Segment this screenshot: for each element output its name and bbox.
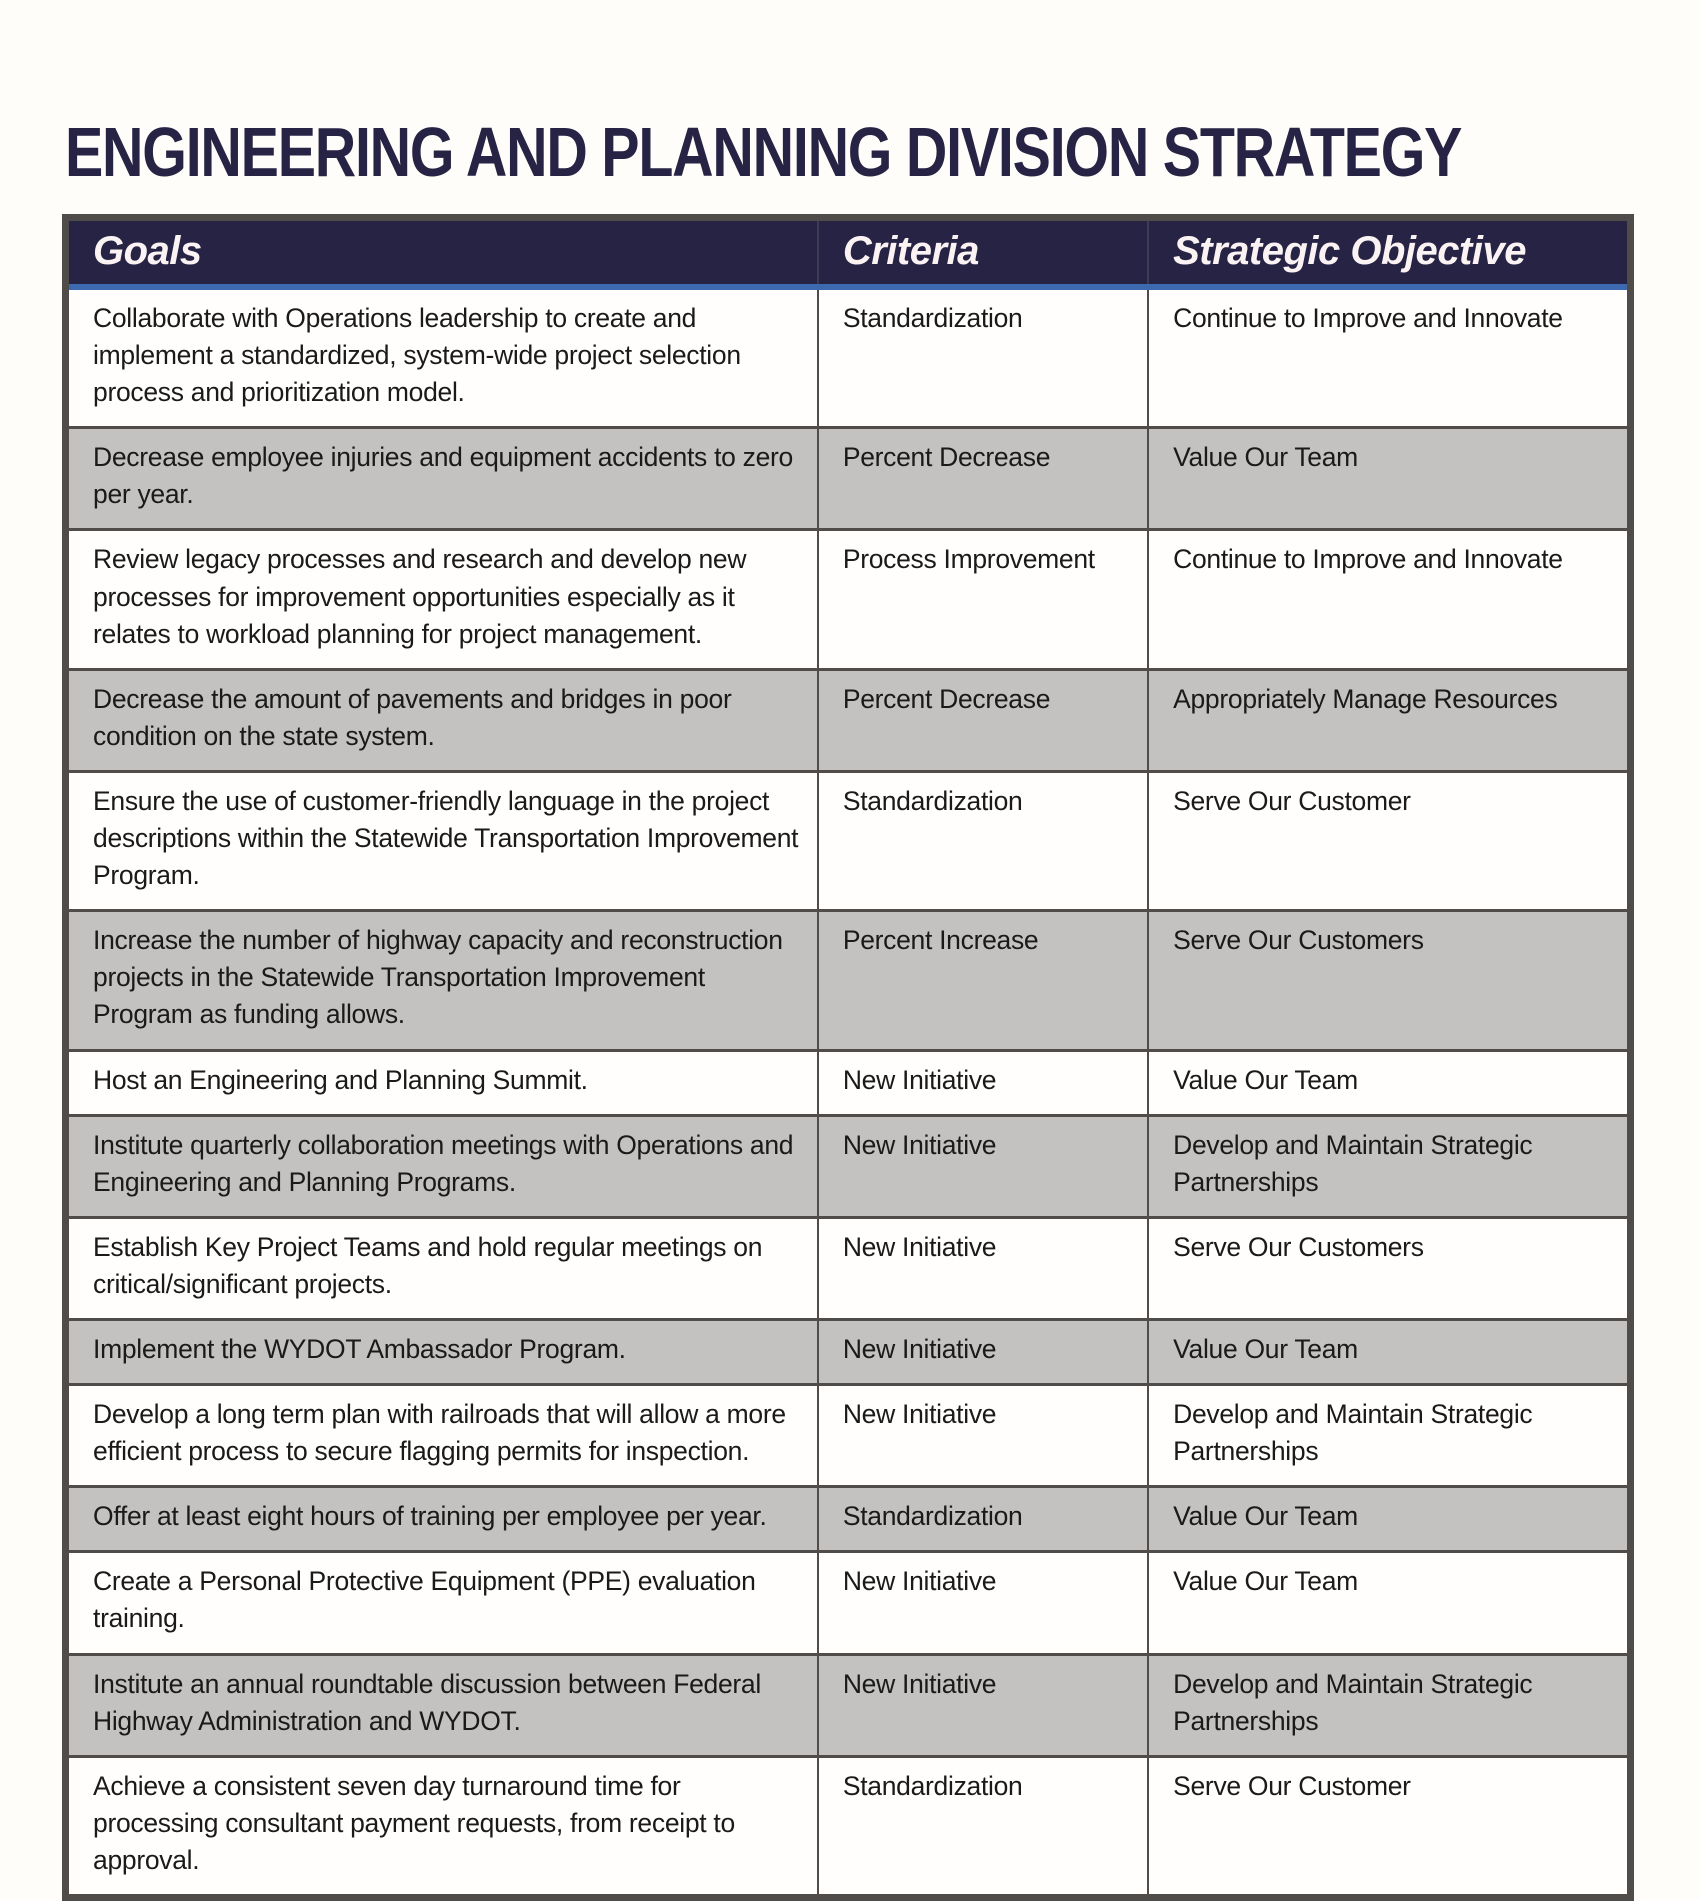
page-title: ENGINEERING AND PLANNING DIVISION STRATEGY xyxy=(65,113,1462,191)
criteria-cell: New Initiative xyxy=(817,1386,1147,1485)
criteria-cell: Process Improvement xyxy=(817,531,1147,667)
criteria-cell: New Initiative xyxy=(817,1219,1147,1318)
criteria-cell: Percent Increase xyxy=(817,912,1147,1048)
objective-cell: Serve Our Customers xyxy=(1147,912,1627,1048)
objective-cell: Value Our Team xyxy=(1147,1488,1627,1550)
table-row xyxy=(69,770,1627,909)
table-row xyxy=(69,290,1627,426)
objective-cell: Value Our Team xyxy=(1147,429,1627,528)
objective-cell: Continue to Improve and Innovate xyxy=(1147,531,1627,667)
goal-cell: Host an Engineering and Planning Summit. xyxy=(93,1064,588,1095)
goal-cell: Implement the WYDOT Ambassador Program. xyxy=(93,1333,626,1364)
objective-cell: Serve Our Customer xyxy=(1147,1758,1627,1894)
criteria-cell: Standardization xyxy=(817,773,1147,909)
column-header-strategic-objective: Strategic Objective xyxy=(1147,221,1627,284)
criteria-cell: New Initiative xyxy=(817,1321,1147,1383)
table-row xyxy=(69,1653,1627,1755)
table-row xyxy=(69,1550,1627,1652)
goal-cell: Offer at least eight hours of training per employee per year. xyxy=(93,1501,767,1532)
goal-cell: Establish Key Project Teams and hold regular meetings on critical/significant projects. xyxy=(93,1231,763,1299)
objective-cell: Value Our Team xyxy=(1147,1553,1627,1652)
goal-cell: Achieve a consistent seven day turnaround time for processing consultant payment requests, from receipt to approval. xyxy=(93,1770,735,1875)
goal-cell: Decrease the amount of pavements and bridges in poor condition on the state system. xyxy=(93,683,732,751)
table-row xyxy=(69,1755,1627,1894)
objective-cell: Develop and Maintain Strategic Partnerships xyxy=(1147,1656,1627,1755)
strategy-table xyxy=(62,214,1634,1901)
table-row xyxy=(69,1216,1627,1318)
objective-cell: Serve Our Customers xyxy=(1147,1219,1627,1318)
table-body xyxy=(69,290,1627,1894)
table-row xyxy=(69,668,1627,770)
criteria-cell: Standardization xyxy=(817,1758,1147,1894)
table-row xyxy=(69,1049,1627,1114)
objective-cell: Value Our Team xyxy=(1147,1052,1627,1114)
column-header-criteria: Criteria xyxy=(817,221,1147,284)
criteria-cell: New Initiative xyxy=(817,1117,1147,1216)
objective-cell: Appropriately Manage Resources xyxy=(1147,671,1627,770)
objective-cell: Develop and Maintain Strategic Partnerships xyxy=(1147,1386,1627,1485)
table-header-row xyxy=(69,221,1627,290)
criteria-cell: Percent Decrease xyxy=(817,671,1147,770)
goal-cell: Institute quarterly collaboration meetings with Operations and Engineering and Planning Programs. xyxy=(93,1129,794,1197)
table-row xyxy=(69,1485,1627,1550)
criteria-cell: New Initiative xyxy=(817,1052,1147,1114)
criteria-cell: New Initiative xyxy=(817,1553,1147,1652)
goal-cell: Review legacy processes and research and develop new processes for improvement opportunities especially as it relates to workload planning for project management. xyxy=(93,544,747,649)
goal-cell: Collaborate with Operations leadership to create and implement a standardized, system-wide project selection process and prioritization model. xyxy=(93,303,741,408)
table-row xyxy=(69,1114,1627,1216)
criteria-cell: Standardization xyxy=(817,290,1147,426)
goal-cell: Institute an annual roundtable discussion between Federal Highway Administration and WYDOT. xyxy=(93,1668,761,1736)
objective-cell: Continue to Improve and Innovate xyxy=(1147,290,1627,426)
table-row xyxy=(69,528,1627,667)
objective-cell: Serve Our Customer xyxy=(1147,773,1627,909)
goal-cell: Develop a long term plan with railroads that will allow a more efficient process to secure flagging permits for inspection. xyxy=(93,1399,786,1467)
criteria-cell: New Initiative xyxy=(817,1656,1147,1755)
column-header-goals: Goals xyxy=(93,229,202,273)
table-row xyxy=(69,426,1627,528)
goal-cell: Ensure the use of customer-friendly language in the project descriptions within the Statewide Transportation Improvement Program. xyxy=(93,785,799,891)
goal-cell: Decrease employee injuries and equipment accidents to zero per year. xyxy=(93,442,793,510)
table-row xyxy=(69,1383,1627,1485)
goal-cell: Create a Personal Protective Equipment (PPE) evaluation training. xyxy=(93,1566,756,1634)
table-row xyxy=(69,909,1627,1048)
objective-cell: Develop and Maintain Strategic Partnerships xyxy=(1147,1117,1627,1216)
criteria-cell: Standardization xyxy=(817,1488,1147,1550)
criteria-cell: Percent Decrease xyxy=(817,429,1147,528)
goal-cell: Increase the number of highway capacity and reconstruction projects in the Statewide Transportation Improvement Program as funding allows. xyxy=(93,925,783,1030)
objective-cell: Value Our Team xyxy=(1147,1321,1627,1383)
table-row xyxy=(69,1318,1627,1383)
